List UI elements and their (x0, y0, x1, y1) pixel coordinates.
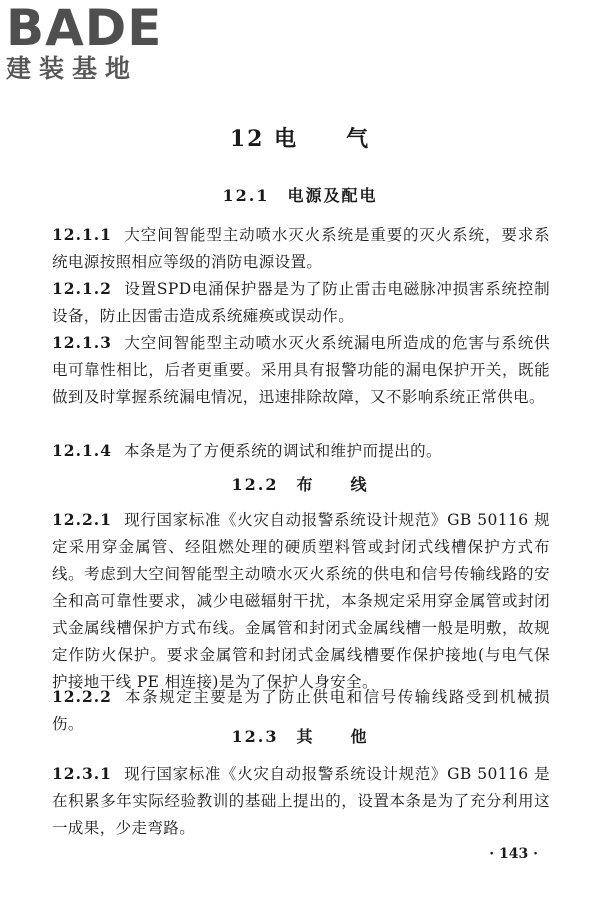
clause-12-1-4 (52, 437, 550, 465)
logo-brand: BADE (6, 0, 163, 57)
section-title-12-2: 12.2 布 线 (231, 475, 369, 494)
clause-number: 12.1.4 (52, 441, 112, 460)
clause-number: 12.1.2 (52, 279, 112, 298)
clause-text: 现行国家标准《火灾自动报警系统设计规范》GB 50116 规定采用穿金属管、经阻燃处理的硬质塑料管或封闭式线槽保护方式布线。考虑到大空间智能型主动喷水灭火系统的供电和信号传输线路的安全和高可靠性要求，减少电磁辐射干扰，本条规定采用穿金属管或封闭式金属线槽保护方式布线。金属管和封闭式金属线槽一般是明敷，故规定作防火保护。要求金属管和封闭式金属线槽要作保护接地(与电气保护接地干线 PE 相连接)是为了保护人身安全。 (52, 511, 550, 691)
section-title-12-3: 12.3 其 他 (231, 727, 369, 746)
clause-text: 大空间智能型主动喷水灭火系统漏电所造成的危害与系统供电可靠性相比，后者更重要。采用具有报警功能的漏电保护开关，既能做到及时掌握系统漏电情况，迅速排除故障，又不影响系统正常供电。 (52, 334, 550, 406)
clause-12-1-2 (52, 275, 550, 330)
watermark-logo (6, 2, 181, 84)
clause-number: 12.2.2 (52, 687, 112, 706)
clause-12-1-3 (52, 329, 550, 411)
clause-number: 12.1.1 (52, 225, 112, 244)
clause-text: 本条是为了方便系统的调试和维护而提出的。 (123, 442, 442, 460)
clause-text: 现行国家标准《火灾自动报警系统设计规范》GB 50116 是在积累多年实际经验教训的基础上提出的，设置本条是为了充分利用这一成果，少走弯路。 (52, 765, 550, 837)
page-number: · 143 · (489, 846, 538, 862)
clause-number: 12.2.1 (52, 510, 112, 529)
clause-12-1-1 (52, 221, 550, 276)
logo-subtitle: 建装基地 (6, 54, 139, 83)
clause-12-2-1 (52, 506, 550, 696)
clause-text: 本条规定主要是为了防止供电和信号传输线路受到机械损伤。 (52, 688, 550, 733)
clause-12-3-1 (52, 760, 550, 842)
clause-number: 12.3.1 (52, 764, 112, 783)
clause-number: 12.1.3 (52, 333, 112, 352)
clause-text: 大空间智能型主动喷水灭火系统是重要的灭火系统，要求系统电源按照相应等级的消防电源设置。 (52, 226, 550, 271)
chapter-title: 12 电 气 (229, 126, 371, 152)
clause-text: 设置SPD电涌保护器是为了防止雷击电磁脉冲损害系统控制设备，防止因雷击造成系统瘫痪或误动作。 (52, 280, 550, 325)
section-title-12-1: 12.1 电源及配电 (222, 186, 378, 205)
